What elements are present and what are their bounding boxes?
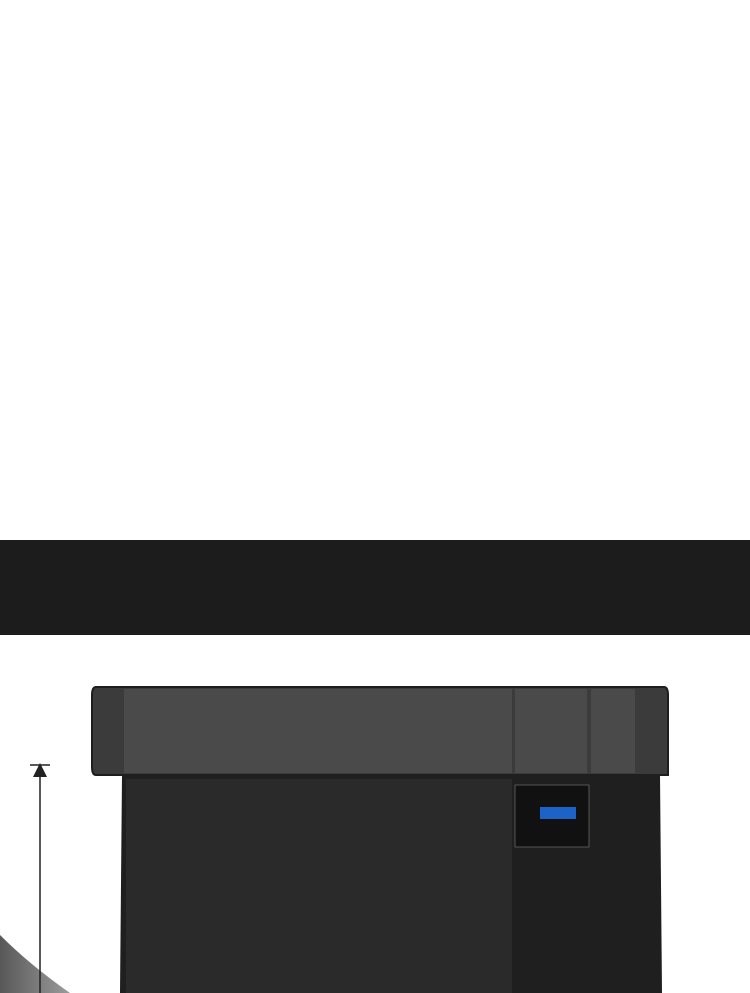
ctrl-room-panel <box>591 689 635 773</box>
shadow <box>0 935 70 993</box>
main-out-panel <box>515 689 587 773</box>
input-panel <box>124 689 512 773</box>
channel-strips <box>126 779 512 993</box>
mixer-illustration <box>0 635 750 993</box>
title-band <box>0 540 750 635</box>
player-display <box>540 807 576 819</box>
mixer-photo <box>0 635 750 993</box>
